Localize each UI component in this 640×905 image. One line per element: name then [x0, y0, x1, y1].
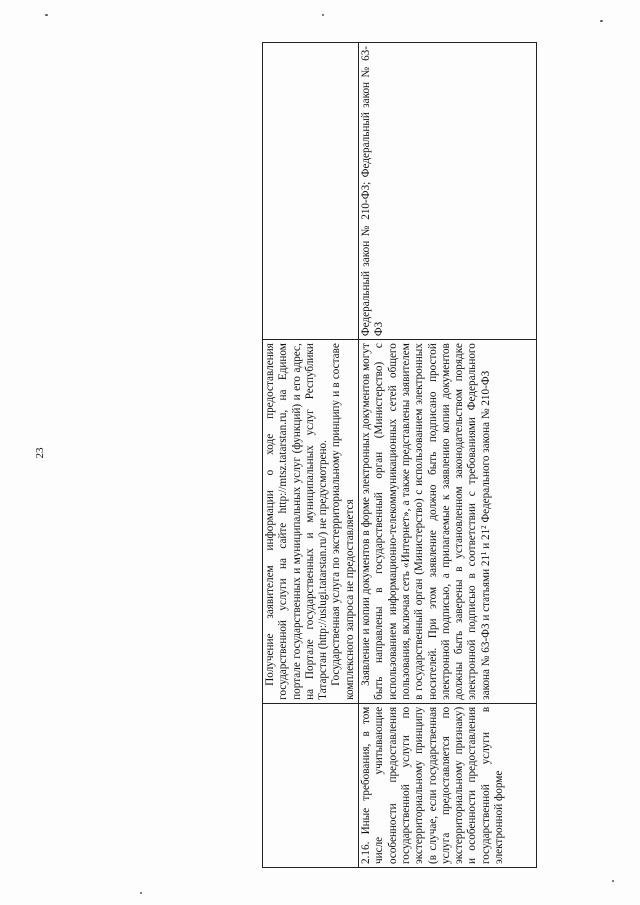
scan-speck	[140, 892, 142, 894]
scan-speck	[600, 20, 603, 22]
content-paragraph: Государственная услуга по экстерриториальному принципу и в составе комплексного запроса не предоставляется	[330, 343, 356, 700]
legal-basis-text: Федеральный закон № 210-ФЗ; Федеральный закон № 63-ФЗ	[360, 46, 386, 337]
table-row	[359, 43, 537, 868]
table-cell-content	[263, 340, 359, 704]
requirement-text: 2.16. Иные требования, в том числе учитывающие особенности предоставления государственной услуги по экстерриториальному принципу (в случае, если государственная услуга предоставляется по экстерриториальному признаку) и особенности предоставления государственной услуги в электронной форме	[360, 706, 506, 864]
requirements-table-rotated	[262, 42, 520, 868]
table-cell-requirement	[359, 703, 537, 867]
table-cell-legal-basis	[263, 43, 359, 340]
table-row	[263, 43, 359, 868]
page-number: 23	[34, 447, 46, 459]
content-paragraph: Получение заявителем информации о ходе предоставления государственной услуги на сайте http://mtsz.tatarstan.ru, на Едином портале государственных и муниципальных услуг (функций) и его адрес, на Портале государственных и муниципальных услуг Республики Татарстан (http://uslugi.tatarstan.ru/) не предусмотрено.	[264, 343, 330, 700]
scan-speck	[612, 880, 614, 882]
table-cell-content	[359, 340, 537, 704]
table-cell-requirement	[263, 703, 359, 867]
scan-speck	[45, 14, 48, 16]
scan-speck	[322, 14, 324, 16]
table-cell-legal-basis	[359, 43, 537, 340]
content-paragraph: Заявление и копии документов в форме электронных документов могут быть направлены в государственный орган (Министерство) с использованием информационно-телекоммуникационных сетей общего пользования, включая сеть «Интернет», а также представлены заявителем в государственный орган (Министерство) с использованием электронных носителей. При этом заявление должно быть подписано простой электронной подписью, а прилагаемые к заявлению копии документов должны быть заверены в установленном законодательством порядке электронной подписью в соответствии с требованиями Федерального закона № 63-ФЗ и статьями 21¹ и 21² Федерального закона № 210-ФЗ	[360, 343, 492, 700]
requirements-table	[262, 42, 537, 868]
